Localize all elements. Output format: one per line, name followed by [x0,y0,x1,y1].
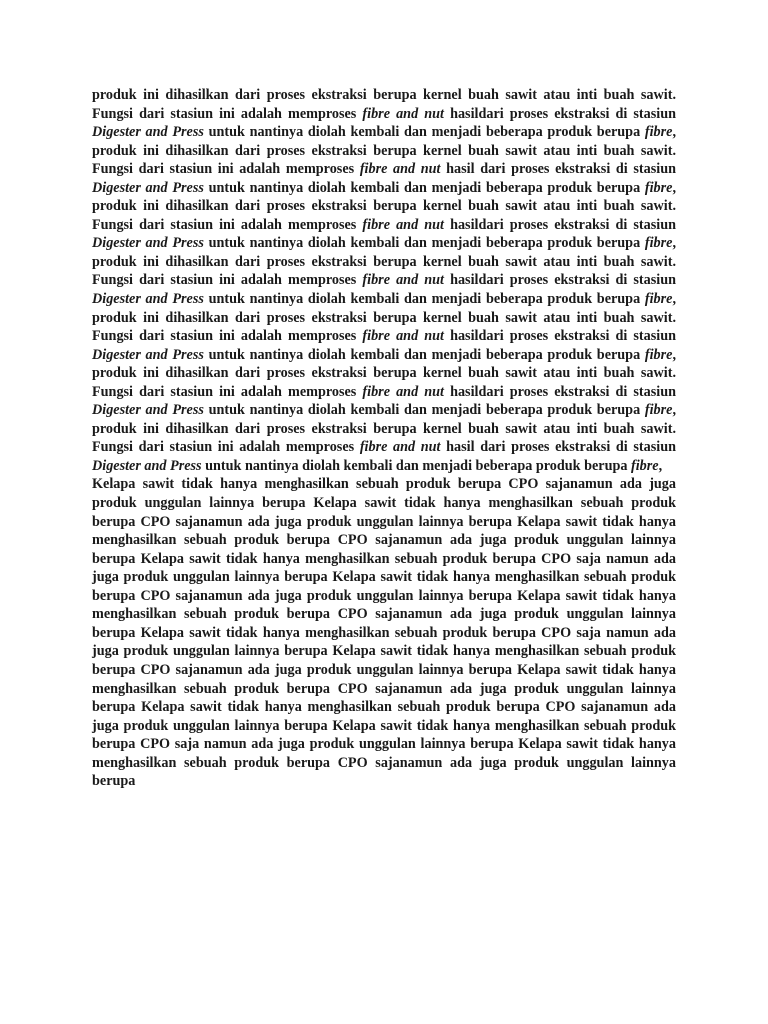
paragraph-fibre-and-nut [92,86,676,475]
text-run: , produk ini dihasilkan dari proses ekstraksi berupa kernel buah sawit atau inti buah sawit. Fungsi dari stasiun ini adalah memproses [92,179,676,233]
text-run: hasil dari proses ekstraksi di stasiun [440,439,676,456]
italic-term: fibre [644,346,673,363]
text-run: hasildari proses ekstraksi di stasiun [443,328,676,345]
text-run: hasildari proses ekstraksi di stasiun [443,216,676,233]
text-run: , produk ini dihasilkan dari proses ekstraksi berupa kernel buah sawit atau inti buah sawit. Fungsi dari stasiun ini adalah memproses [92,235,676,289]
text-run: untuk nantinya diolah kembali dan menjadi beberapa produk berupa [203,235,645,252]
text-run: untuk nantinya diolah kembali dan menjadi beberapa produk berupa [203,346,645,363]
text-run: , produk ini dihasilkan dari proses ekstraksi berupa kernel buah sawit atau inti buah sawit. Fungsi dari stasiun ini adalah memproses [92,291,676,345]
italic-term: Digester and Press [92,235,204,252]
text-run: hasil dari proses ekstraksi di stasiun [440,161,676,178]
italic-term: fibre and nut [362,216,444,233]
text-run: , produk ini dihasilkan dari proses ekstraksi berupa kernel buah sawit atau inti buah sawit. Fungsi dari stasiun ini adalah memproses [92,402,676,456]
italic-term: fibre [644,402,673,419]
text-run: Kelapa sawit tidak hanya menghasilkan sebuah produk berupa CPO sajanamun ada juga produk unggulan lainnya berupa Kelapa sawit tidak hanya menghasilkan sebuah produk berupa CPO sajanamun ada juga produk unggulan lainnya berupa Kelapa sawit tidak hanya menghasilkan sebuah produk berupa CPO sajanamun ada juga produk unggulan lainnya berupa Kelapa sawit tidak hanya menghasilkan sebuah produk berupa CPO saja namun ada juga produk unggulan lainnya berupa Kelapa sawit tidak hanya menghasilkan sebuah produk berupa CPO sajanamun ada juga produk unggulan lainnya berupa Kelapa sawit tidak hanya menghasilkan sebuah produk berupa CPO sajanamun ada juga produk unggulan lainnya berupa Kelapa sawit tidak hanya menghasilkan sebuah produk berupa CPO saja namun ada juga produk unggulan lainnya berupa Kelapa sawit tidak hanya menghasilkan sebuah produk berupa CPO sajanamun ada juga produk unggulan lainnya berupa Kelapa sawit tidak hanya menghasilkan sebuah produk berupa CPO sajanamun ada juga produk unggulan lainnya berupa Kelapa sawit tidak hanya menghasilkan sebuah produk berupa CPO sajanamun ada juga produk unggulan lainnya berupa Kelapa sawit tidak hanya menghasilkan sebuah produk berupa CPO saja namun ada juga produk unggulan lainnya berupa Kelapa sawit tidak hanya menghasilkan sebuah produk berupa CPO sajanamun ada juga produk unggulan lainnya berupa [92,476,676,790]
italic-term: fibre [631,457,659,474]
text-run: untuk nantinya diolah kembali dan menjadi beberapa produk berupa [203,124,645,141]
italic-term: fibre and nut [362,328,444,345]
document-page [92,86,676,791]
italic-term: Digester and Press [92,402,204,419]
italic-term: Digester and Press [92,457,202,474]
text-run: , [658,457,663,474]
text-run: untuk nantinya diolah kembali dan menjadi beberapa produk berupa [201,457,631,474]
text-run: hasildari proses ekstraksi di stasiun [443,383,676,400]
italic-term: fibre and nut [362,383,444,400]
text-run: untuk nantinya diolah kembali dan menjadi beberapa produk berupa [203,179,645,196]
italic-term: Digester and Press [92,179,204,196]
italic-term: fibre and nut [359,439,441,456]
text-run: , produk ini dihasilkan dari proses ekstraksi berupa kernel buah sawit atau inti buah sawit. Fungsi dari stasiun ini adalah memproses [92,346,676,400]
text-run: hasildari proses ekstraksi di stasiun [443,272,676,289]
text-run: , produk ini dihasilkan dari proses ekstraksi berupa kernel buah sawit atau inti buah sawit. Fungsi dari stasiun ini adalah memproses [92,124,676,178]
italic-term: fibre [644,179,673,196]
italic-term: Digester and Press [92,124,204,141]
text-run: untuk nantinya diolah kembali dan menjadi beberapa produk berupa [203,402,645,419]
italic-term: fibre [644,235,673,252]
italic-term: fibre and nut [362,105,444,122]
text-run: untuk nantinya diolah kembali dan menjadi beberapa produk berupa [203,291,645,308]
text-run: hasildari proses ekstraksi di stasiun [443,105,676,122]
italic-term: fibre [644,124,673,141]
italic-term: fibre and nut [362,272,444,289]
italic-term: fibre and nut [359,161,441,178]
paragraph-kelapa-sawit [92,475,676,790]
italic-term: fibre [644,291,673,308]
italic-term: Digester and Press [92,291,204,308]
text-run: produk ini dihasilkan dari proses ekstraksi berupa kernel buah sawit atau inti buah sawit. Fungsi dari stasiun ini adalah memproses [92,87,676,122]
italic-term: Digester and Press [92,346,204,363]
